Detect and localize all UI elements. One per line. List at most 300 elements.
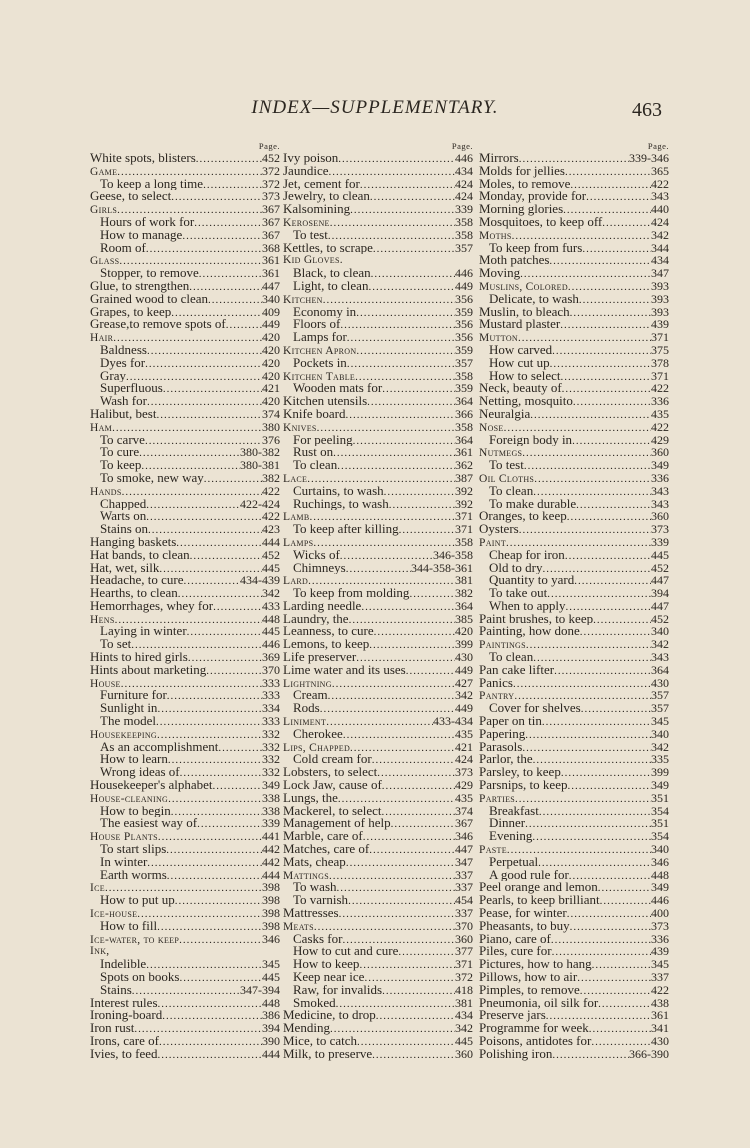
index-entry (479, 382, 669, 395)
entry-text: Light, to clean (293, 279, 369, 293)
index-entry (479, 574, 669, 587)
index-column-3 (479, 140, 669, 1061)
dot-leader (369, 639, 455, 651)
entry-page: 446 (455, 152, 473, 165)
dot-leader (534, 473, 651, 485)
entry-text: Superfluous (100, 382, 163, 396)
index-entry (479, 638, 669, 651)
entry-text: Leanness, to cure (283, 625, 374, 639)
entry-text: Peel orange and lemon (479, 881, 598, 895)
entry-page: 347 (455, 855, 473, 869)
index-entry (90, 216, 280, 229)
entry-page: 372 (262, 164, 280, 178)
entry-text: Grained wood to clean (90, 292, 209, 306)
dot-leader (580, 985, 651, 997)
entry-page: 381 (455, 996, 473, 1010)
entry-text: Wicks of (293, 548, 340, 562)
index-entry (90, 894, 280, 907)
dot-leader (382, 806, 455, 818)
entry-page: 358 (455, 228, 473, 242)
index-entry (90, 434, 280, 447)
entry-page: 420 (262, 356, 280, 370)
index-entry (90, 997, 280, 1010)
entry-text: Knives (283, 421, 317, 434)
entry-text: To clean (489, 484, 534, 498)
dot-leader (168, 793, 262, 805)
index-entry (283, 702, 473, 715)
dot-leader (574, 575, 651, 587)
dot-leader (333, 447, 455, 459)
entry-text: Chapped (100, 497, 147, 511)
entry-page: 359 (455, 305, 473, 319)
dot-leader (147, 345, 262, 357)
entry-text: When to apply (489, 599, 566, 613)
entry-page: 422 (262, 510, 280, 524)
entry-page: 371 (455, 958, 473, 971)
entry-text: How to keep (293, 958, 360, 971)
entry-page: 445 (262, 625, 280, 639)
dot-leader (377, 767, 455, 779)
entry-page: 430 (651, 676, 669, 690)
dot-leader (346, 563, 411, 575)
entry-page: 439 (651, 318, 669, 332)
index-entry (90, 523, 280, 536)
index-entry (479, 459, 669, 472)
dot-leader (542, 563, 651, 575)
index-entry (479, 741, 669, 754)
entry-text: To carve (100, 433, 145, 447)
entry-text: To wash (293, 881, 337, 895)
index-entry (479, 293, 669, 306)
entry-text: Stopper, to remove (100, 267, 199, 280)
dot-leader (524, 460, 651, 472)
entry-text: Hints about marketing (90, 663, 207, 677)
dot-leader (218, 742, 262, 754)
entry-page: 427 (455, 676, 473, 690)
entry-text: Oysters (479, 523, 519, 536)
entry-text: Room of (100, 241, 146, 255)
entry-page: 434-439 (240, 574, 280, 588)
entry-page: 381 (455, 574, 473, 588)
index-entry (283, 1035, 473, 1048)
dot-leader (554, 665, 651, 677)
dot-leader (409, 588, 455, 600)
dot-leader (342, 934, 455, 946)
entry-text: Life preserver (283, 651, 357, 664)
index-entry (283, 920, 473, 933)
entry-page: 371 (651, 331, 669, 344)
entry-text: Kid Gloves. (283, 254, 343, 267)
index-entry (479, 856, 669, 869)
entry-page: 380-381 (240, 459, 280, 472)
dot-leader (145, 358, 262, 370)
entry-page: 449 (455, 663, 473, 677)
dot-leader (146, 499, 240, 511)
entry-text: To keep from furs (489, 241, 583, 255)
entry-page: 429 (651, 433, 669, 447)
index-entry (479, 715, 669, 728)
entry-page: 356 (455, 331, 473, 344)
dot-leader (147, 857, 262, 869)
entry-page: 338 (262, 804, 280, 818)
entry-page: 339 (455, 203, 473, 216)
dot-leader (208, 294, 262, 306)
entry-page: 446 (651, 894, 669, 908)
dot-leader (561, 767, 651, 779)
entry-text: Interest rules (90, 996, 158, 1010)
index-entry (479, 242, 669, 255)
dot-leader (320, 703, 455, 715)
dot-leader (562, 383, 651, 395)
index-entry (90, 779, 280, 792)
dot-leader (157, 703, 262, 715)
dot-leader (141, 460, 240, 472)
index-entry (479, 843, 669, 856)
index-entry (283, 933, 473, 946)
dot-leader (567, 511, 651, 523)
entry-text: Stains on (100, 523, 149, 536)
index-entry (283, 945, 473, 958)
entry-page: 354 (651, 830, 669, 844)
entry-page: 344-358-361 (411, 561, 473, 575)
entry-page: 342 (455, 1022, 473, 1035)
dot-leader (309, 511, 455, 523)
dot-leader (146, 959, 262, 971)
dot-leader (204, 473, 262, 485)
index-entry (90, 446, 280, 459)
entry-text: House Plants (90, 831, 158, 844)
entry-text: Laying in winter (100, 625, 187, 639)
dot-leader (573, 396, 651, 408)
dot-leader (168, 754, 262, 766)
index-entry (283, 267, 473, 280)
dot-leader (338, 153, 455, 165)
index-entry (90, 587, 280, 600)
page-number: 463 (632, 99, 662, 121)
entry-page: 372 (262, 177, 280, 191)
index-entry (479, 446, 669, 459)
dot-leader (146, 243, 262, 255)
entry-text: Milk, to preserve (283, 1047, 373, 1061)
dot-leader (134, 1023, 262, 1035)
entry-page: 398 (262, 894, 280, 908)
index-entry (283, 664, 473, 677)
dot-leader (131, 639, 262, 651)
entry-text: Lamb (283, 511, 310, 524)
entry-page: 361 (651, 1009, 669, 1023)
entry-page: 434 (455, 164, 473, 178)
dot-leader (519, 524, 651, 536)
entry-page: 373 (455, 766, 473, 780)
entry-text: Poisons, antidotes for (479, 1034, 592, 1048)
index-entry (283, 254, 473, 267)
dot-leader (178, 588, 262, 600)
index-entry (90, 574, 280, 587)
index-entry (90, 370, 280, 383)
entry-text: Programme for week (479, 1022, 589, 1035)
index-entry (283, 190, 473, 203)
entry-page: 398 (262, 919, 280, 933)
entry-text: Moving (479, 267, 521, 280)
dot-leader (117, 166, 262, 178)
entry-page: 452 (262, 548, 280, 562)
entry-text: Lightning (283, 677, 332, 690)
entry-page: 358 (455, 535, 473, 549)
entry-page: 448 (262, 996, 280, 1010)
dot-leader (176, 537, 262, 549)
index-entry (90, 1048, 280, 1061)
entry-text: Keep near ice (293, 971, 365, 984)
entry-page: 378 (651, 356, 669, 370)
entry-text: Jewelry, to clean (283, 190, 370, 204)
entry-text: How to put up (100, 894, 175, 908)
index-entry (90, 267, 280, 280)
dot-leader (349, 614, 455, 626)
index-entry (479, 203, 669, 216)
dot-leader (167, 690, 262, 702)
entry-page: 421 (455, 740, 473, 754)
dot-leader (339, 908, 455, 920)
index-entry (283, 562, 473, 575)
entry-text: Pneumonia, oil silk for (479, 996, 599, 1010)
index-entry (90, 971, 280, 984)
entry-text: To cure (100, 446, 140, 460)
entry-text: How cut up (489, 356, 550, 370)
index-entry (283, 459, 473, 472)
entry-page: 349 (262, 779, 280, 792)
entry-page: 365 (651, 164, 669, 178)
entry-page: 333 (262, 689, 280, 703)
entry-page: 358 (455, 369, 473, 383)
entry-page: 367 (262, 215, 280, 229)
dot-leader (368, 281, 455, 293)
entry-text: To keep a long time (100, 177, 204, 191)
dot-leader (593, 614, 651, 626)
index-entry (90, 881, 280, 894)
entry-page: 435 (455, 791, 473, 805)
entry-page: 342 (455, 689, 473, 703)
entry-page: 447 (651, 599, 669, 613)
dot-leader (336, 998, 455, 1010)
entry-text: How to fill (100, 919, 158, 933)
index-entry (283, 446, 473, 459)
entry-text: Grapes, to keep (90, 305, 172, 319)
entry-text: Kettles, to scrape (283, 241, 373, 255)
index-entry (479, 625, 669, 638)
index-entry (90, 817, 280, 830)
dot-leader (183, 575, 240, 587)
index-entry (479, 753, 669, 766)
index-entry (283, 869, 473, 882)
dot-leader (566, 601, 651, 613)
dot-leader (347, 332, 455, 344)
dot-leader (126, 371, 262, 383)
entry-text: Nutmegs (479, 447, 523, 460)
entry-text: Wash for (100, 395, 147, 408)
entry-page: 374 (262, 407, 280, 421)
index-entry (283, 715, 473, 728)
dot-leader (591, 1036, 651, 1048)
entry-text: Housekeeping (90, 728, 158, 741)
entry-text: Black, to clean (293, 267, 371, 280)
dot-leader (514, 690, 651, 702)
dot-leader (157, 729, 262, 741)
index-entry (90, 165, 280, 178)
dot-leader (515, 793, 651, 805)
index-entry (479, 267, 669, 280)
entry-text: Breakfast (489, 804, 539, 818)
index-entry (90, 843, 280, 856)
dot-leader (314, 921, 455, 933)
entry-page: 382 (455, 587, 473, 600)
dot-leader (213, 780, 262, 792)
entry-text: Halibut, best (90, 407, 157, 421)
entry-text: White spots, blisters (90, 152, 196, 165)
dot-leader (370, 191, 455, 203)
index-entry (283, 958, 473, 971)
index-entry (90, 805, 280, 818)
entry-text: Glue, to strengthen (90, 279, 190, 293)
dot-leader (117, 204, 262, 216)
entry-text: Morning glories (479, 203, 564, 216)
index-entry (90, 792, 280, 805)
dot-leader (345, 409, 455, 421)
dot-leader (346, 857, 455, 869)
dot-leader (532, 831, 651, 843)
entry-text: Parlor, the (479, 753, 533, 767)
entry-page: 346 (262, 932, 280, 946)
entry-text: Rust on (293, 446, 334, 460)
entry-text: Muslin, to bleach (479, 305, 570, 319)
dot-leader (580, 626, 651, 638)
entry-text: Warts on (100, 510, 147, 524)
dot-leader (382, 383, 455, 395)
dot-leader (357, 1036, 455, 1048)
entry-text: Cold cream for (293, 753, 372, 767)
dot-leader (586, 191, 651, 203)
entry-text: Piles, cure for (479, 945, 552, 959)
entry-page: 398 (262, 907, 280, 920)
dot-leader (132, 985, 240, 997)
entry-page: 420 (262, 369, 280, 383)
entry-page: 447 (455, 843, 473, 856)
index-entry (283, 997, 473, 1010)
index-entry (479, 984, 669, 997)
entry-page: 343 (651, 190, 669, 204)
index-entry (90, 382, 280, 395)
entry-text: Baldness (100, 343, 147, 357)
entry-page: 373 (651, 919, 669, 933)
entry-text: To keep from molding (293, 587, 410, 600)
entry-page: 349 (651, 881, 669, 895)
index-entry (283, 894, 473, 907)
index-entry (90, 293, 280, 306)
index-entry (283, 830, 473, 843)
entry-text: Spots on books (100, 971, 180, 984)
index-entry (90, 702, 280, 715)
dot-leader (361, 601, 455, 613)
entry-text: Delicate, to wash (489, 292, 579, 306)
entry-page: 342 (651, 638, 669, 652)
entry-text: Mackerel, to select (283, 804, 382, 818)
index-entry (90, 766, 280, 779)
dot-leader (196, 153, 262, 165)
dot-leader (326, 716, 433, 728)
entry-text: Kitchen Table (283, 370, 356, 383)
entry-text: Lamps for (293, 331, 347, 344)
entry-page: 446 (455, 267, 473, 280)
entry-page: 421 (262, 382, 280, 396)
entry-page: 433 (262, 599, 280, 613)
dot-leader (179, 934, 262, 946)
dot-leader (337, 882, 455, 894)
entry-text: Ivies, to feed (90, 1047, 158, 1061)
index-entry (283, 677, 473, 690)
entry-page: 354 (651, 804, 669, 818)
index-entry (283, 1009, 473, 1022)
entry-text: Grease,to remove spots of (90, 318, 226, 332)
entry-page: 449 (455, 702, 473, 716)
dot-leader (364, 972, 455, 984)
entry-page: 335 (651, 753, 669, 767)
entry-text: Cover for shelves (489, 702, 581, 716)
index-entry (479, 434, 669, 447)
entry-text: Kalsomining (283, 203, 351, 216)
entry-page: 345 (651, 715, 669, 728)
entry-text: Paste (479, 844, 507, 856)
entry-text: Gray (100, 369, 126, 383)
index-entry (479, 907, 669, 920)
dot-leader (337, 460, 455, 472)
entry-text: Foreign body in (489, 433, 573, 447)
index-entry (283, 753, 473, 766)
index-entry (283, 331, 473, 344)
entry-text: To clean (489, 651, 534, 664)
entry-text: Lips, Chapped (283, 741, 351, 754)
dot-leader (598, 882, 651, 894)
index-entry (283, 178, 473, 191)
entry-page: 418 (455, 983, 473, 997)
entry-page: 332 (262, 740, 280, 754)
dot-leader (551, 934, 651, 946)
dot-leader (112, 422, 262, 434)
entry-page: 337 (455, 907, 473, 920)
dot-leader (572, 435, 651, 447)
entry-text: As an accomplishment (100, 740, 219, 754)
entry-text: Girls (90, 204, 118, 216)
entry-text: Management of help (283, 817, 391, 831)
dot-leader (569, 870, 651, 882)
index-entry (90, 331, 280, 344)
entry-page: 392 (455, 484, 473, 498)
dot-leader (538, 857, 651, 869)
entry-page: 349 (651, 779, 669, 792)
entry-text: House (90, 677, 121, 690)
entry-page: 360 (455, 932, 473, 946)
entry-page: 367 (455, 817, 473, 831)
index-entry (90, 408, 280, 421)
entry-page: 346 (455, 830, 473, 844)
entry-page: 342 (651, 740, 669, 754)
entry-text: Lemons, to keep (283, 638, 370, 652)
dot-leader (340, 319, 455, 331)
entry-page: 420 (455, 625, 473, 639)
entry-page: 361 (262, 267, 280, 280)
entry-page: 452 (651, 561, 669, 575)
entry-text: Knife board (283, 407, 346, 421)
dot-leader (376, 1010, 455, 1022)
index-entry (90, 229, 280, 242)
